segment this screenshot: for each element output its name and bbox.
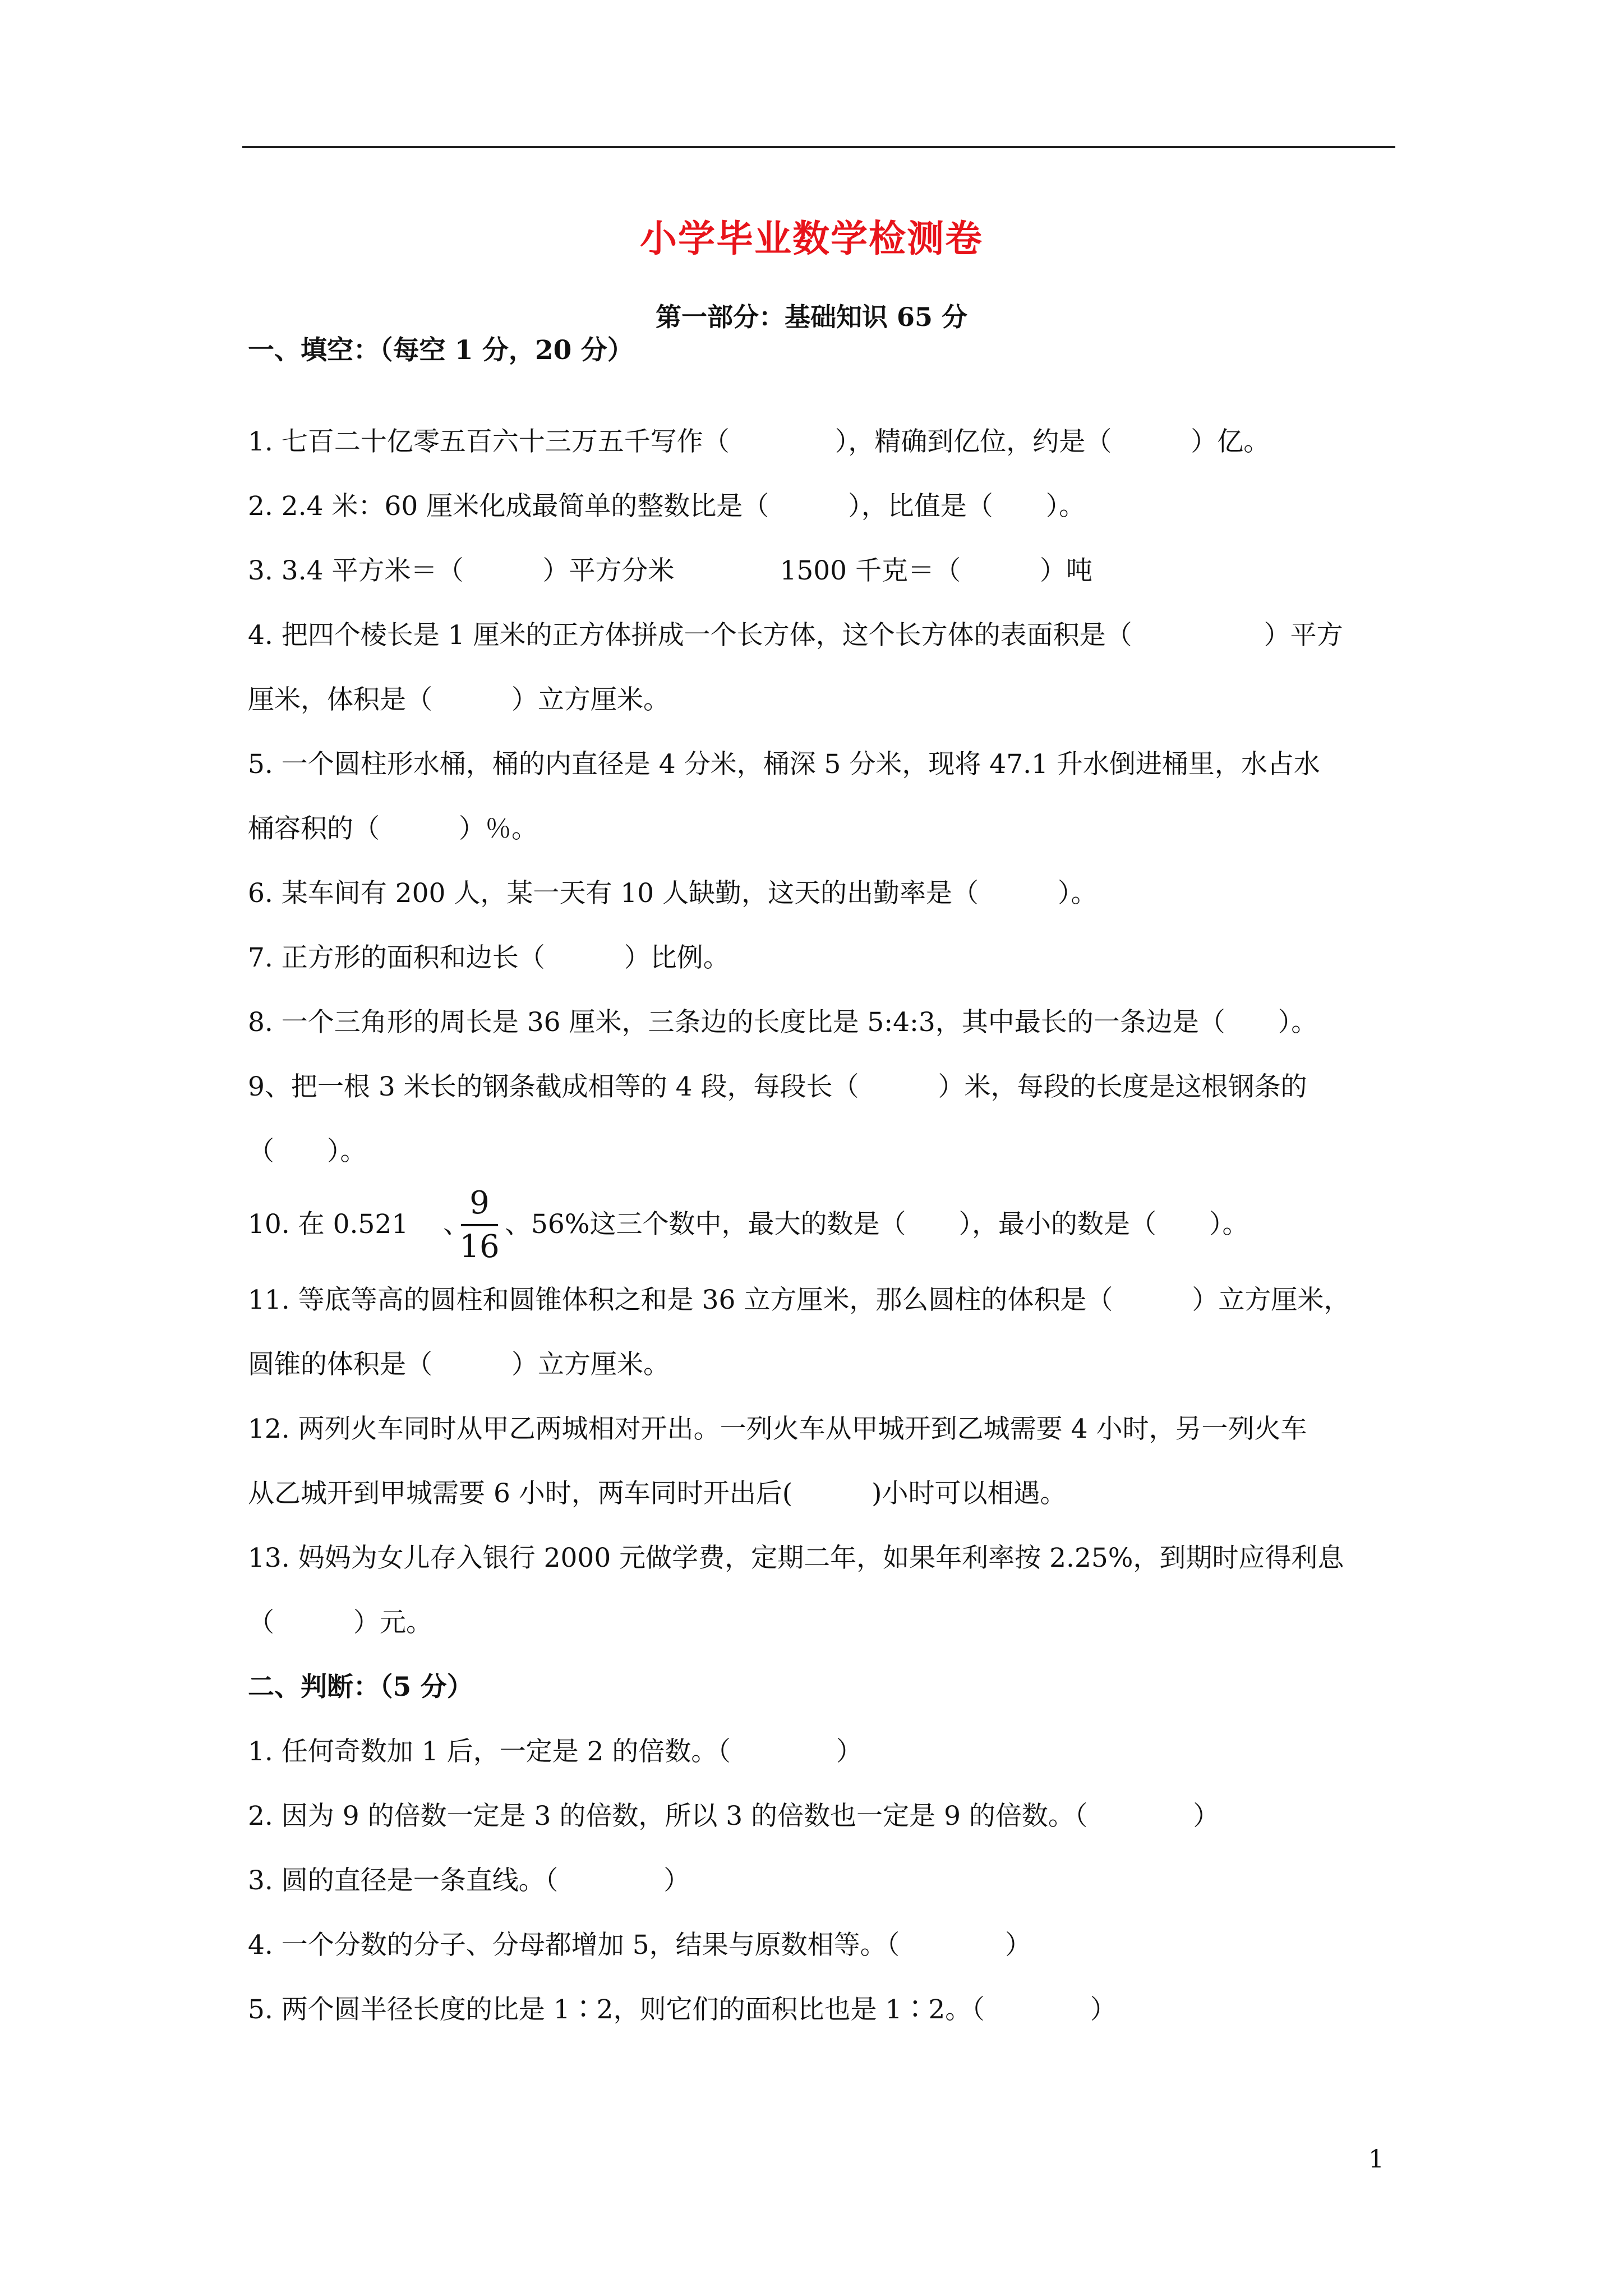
section-1-heading: 一、填空：（每空 1 分，20 分） <box>248 335 634 366</box>
page-subtitle: 第一部分：基础知识 65 分 <box>655 302 968 332</box>
question-12-line-1: 12. 两列火车同时从甲乙两城相对开出。一列火车从甲城开到乙城需要 4 小时，另一列火车 <box>248 1414 1307 1444</box>
page-title: 小学毕业数学检测卷 <box>640 217 983 260</box>
question-9-line-1: 9、把一根 3 米长的钢条截成相等的 4 段，每段长（ ）米，每段的长度是这根钢条的 <box>248 1071 1307 1102</box>
judgment-1: 1. 任何奇数加 1 后，一定是 2 的倍数。（ ） <box>248 1736 863 1767</box>
question-3: 3. 3.4 平方米＝（ ）平方分米 1500 千克＝（ ）吨 <box>248 555 1093 586</box>
judgment-2: 2. 因为 9 的倍数一定是 3 的倍数，所以 3 的倍数也一定是 9 的倍数。（ ） <box>248 1801 1220 1832</box>
question-11-line-1: 11. 等底等高的圆柱和圆锥体积之和是 36 立方厘米，那么圆柱的体积是（ ）立方厘米， <box>248 1285 1350 1315</box>
question-8: 8. 一个三角形的周长是 36 厘米，三条边的长度比是 5:4:3，其中最长的一条边是（ ）。 <box>248 1007 1318 1038</box>
question-12-line-2: 从乙城开到甲城需要 6 小时，两车同时开出后( )小时可以相遇。 <box>248 1478 1067 1509</box>
question-9-line-2: （ ）。 <box>248 1136 367 1167</box>
question-4-line-2: 厘米，体积是（ ）立方厘米。 <box>248 684 670 715</box>
judgment-4: 4. 一个分数的分子、分母都增加 5，结果与原数相等。（ ） <box>248 1930 1032 1961</box>
page-number: 1 <box>1368 2145 1384 2174</box>
judgment-3: 3. 圆的直径是一条直线。（ ） <box>248 1865 690 1896</box>
judgment-5: 5. 两个圆半径长度的比是 1∶2，则它们的面积比也是 1∶2。（ ） <box>248 1994 1117 2025</box>
question-13-line-2: （ ）元。 <box>248 1607 432 1638</box>
question-10-rest: 、56%这三个数中，最大的数是（ ），最小的数是（ ）。 <box>505 1209 1249 1240</box>
question-4-line-1: 4. 把四个棱长是 1 厘米的正方体拼成一个长方体，这个长方体的表面积是（ ）平方 <box>248 620 1343 651</box>
fraction-denominator: 16 <box>459 1228 500 1265</box>
question-10-prefix: 10. 在 0.521 、 <box>248 1209 470 1240</box>
question-5-line-1: 5. 一个圆柱形水桶，桶的内直径是 4 分米，桶深 5 分米，现将 47.1 升水倒进桶里，水占水 <box>248 749 1320 780</box>
section-2-heading: 二、判断：（5 分） <box>248 1672 473 1703</box>
question-7: 7. 正方形的面积和边长（ ）比例。 <box>248 942 730 973</box>
question-5-line-2: 桶容积的（ ）％。 <box>248 813 538 844</box>
header-rule <box>242 146 1395 148</box>
question-10-fraction <box>459 1184 500 1267</box>
question-1: 1. 七百二十亿零五百六十三万五千写作（ ），精确到亿位，约是（ ）亿。 <box>248 426 1270 457</box>
question-2: 2. 2.4 米：60 厘米化成最简单的整数比是（ ），比值是（ ）。 <box>248 491 1086 522</box>
question-11-line-2: 圆锥的体积是（ ）立方厘米。 <box>248 1349 670 1380</box>
fraction-bar <box>461 1224 498 1226</box>
fraction-numerator: 9 <box>469 1185 490 1221</box>
question-13-line-1: 13. 妈妈为女儿存入银行 2000 元做学费，定期二年，如果年利率按 2.25%，到期时应得利息 <box>248 1543 1344 1573</box>
question-6: 6. 某车间有 200 人，某一天有 10 人缺勤，这天的出勤率是（ ）。 <box>248 878 1098 909</box>
